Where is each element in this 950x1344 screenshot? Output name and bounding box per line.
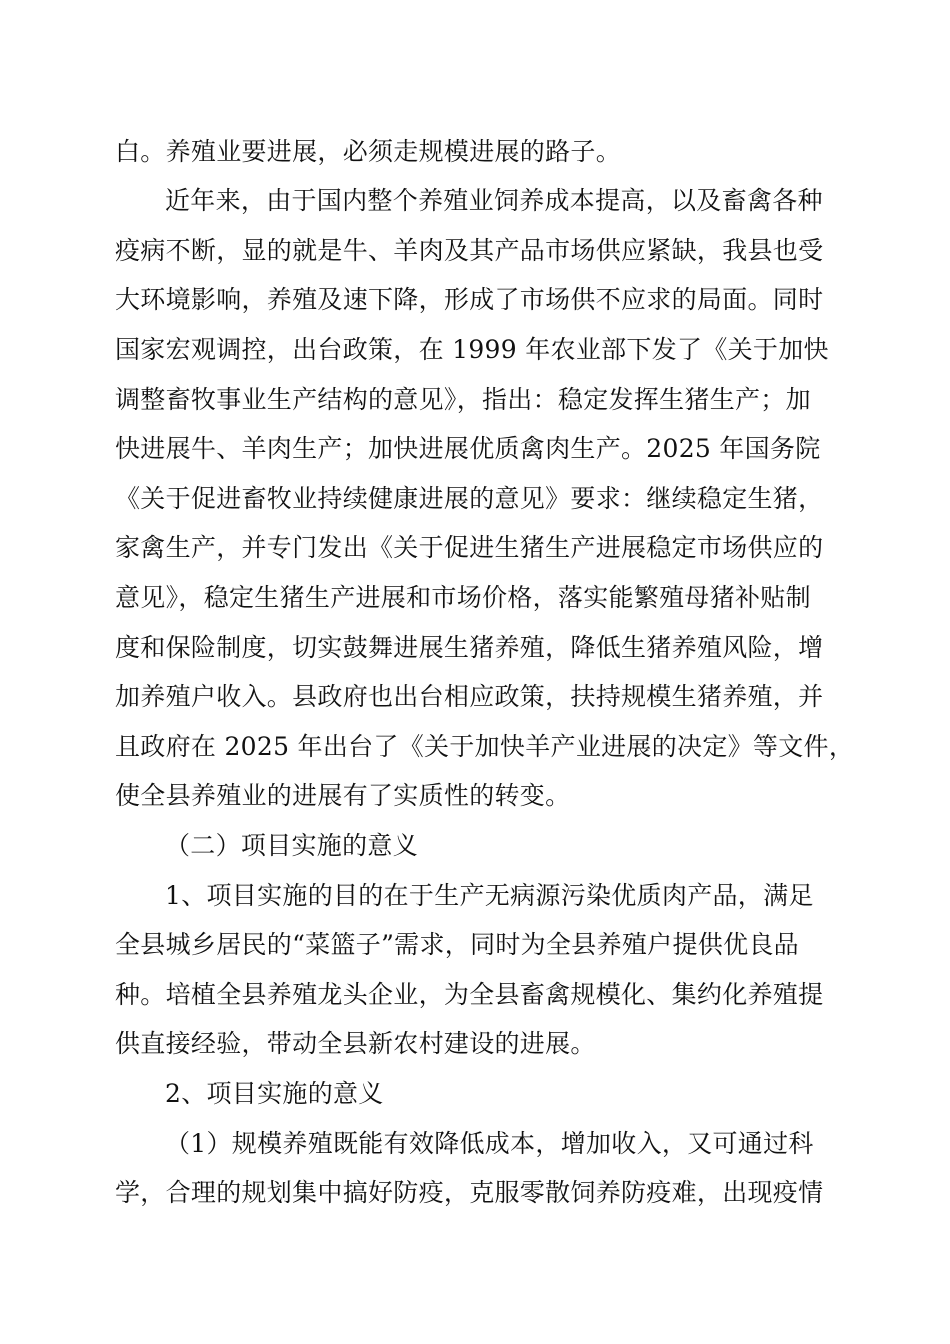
text-line: 《关于促进畜牧业持续健康进展的意见》要求：继续稳定生猪， [115, 484, 824, 513]
text-line: 意见》，稳定生猪生产进展和市场价格，落实能繁殖母猪补贴制 [115, 583, 811, 612]
text-line: 国家宏观调控，出台政策，在 1999 年农业部下发了《关于加快 [115, 335, 829, 364]
paragraph-start-line: 1、项目实施的目的在于生产无病源污染优质肉产品，满足 [165, 881, 814, 910]
text-line: 调整畜牧事业生产结构的意见》，指出：稳定发挥生猪生产；加 [115, 385, 811, 414]
text-line: 全县城乡居民的“菜篮子”需求，同时为全县养殖户提供优良品 [115, 930, 799, 959]
text-line: 且政府在 2025 年出台了《关于加快羊产业进展的决定》等文件， [115, 732, 855, 761]
subsection-heading: 2、项目实施的意义 [165, 1079, 384, 1108]
text-line: 快进展牛、羊肉生产；加快进展优质禽肉生产。2025 年国务院 [115, 434, 821, 463]
section-heading: （二）项目实施的意义 [165, 831, 419, 860]
text-line: 白。养殖业要进展，必须走规模进展的路子。 [115, 137, 622, 166]
paragraph-start-line: （1）规模养殖既能有效降低成本，增加收入，又可通过科 [165, 1129, 814, 1158]
text-line: 家禽生产，并专门发出《关于促进生猪生产进展稳定市场供应的 [115, 533, 824, 562]
paragraph-start-line: 近年来，由于国内整个养殖业饲养成本提高，以及畜禽各种 [165, 186, 823, 215]
text-line: 度和保险制度，切实鼓舞进展生猪养殖，降低生猪养殖风险，增 [115, 633, 824, 662]
text-line: 学，合理的规划集中搞好防疫，克服零散饲养防疫难，出现疫情 [115, 1178, 824, 1207]
text-line: 加养殖户收入。县政府也出台相应政策，扶持规模生猪养殖，并 [115, 682, 824, 711]
text-line: 供直接经验，带动全县新农村建设的进展。 [115, 1029, 596, 1058]
text-line: 使全县养殖业的进展有了实质性的转变。 [115, 781, 571, 810]
text-line: 疫病不断，显的就是牛、羊肉及其产品市场供应紧缺，我县也受 [115, 236, 824, 265]
text-line: 大环境影响，养殖及速下降，形成了市场供不应求的局面。同时 [115, 285, 824, 314]
text-line: 种。培植全县养殖龙头企业，为全县畜禽规模化、集约化养殖提 [115, 980, 824, 1009]
